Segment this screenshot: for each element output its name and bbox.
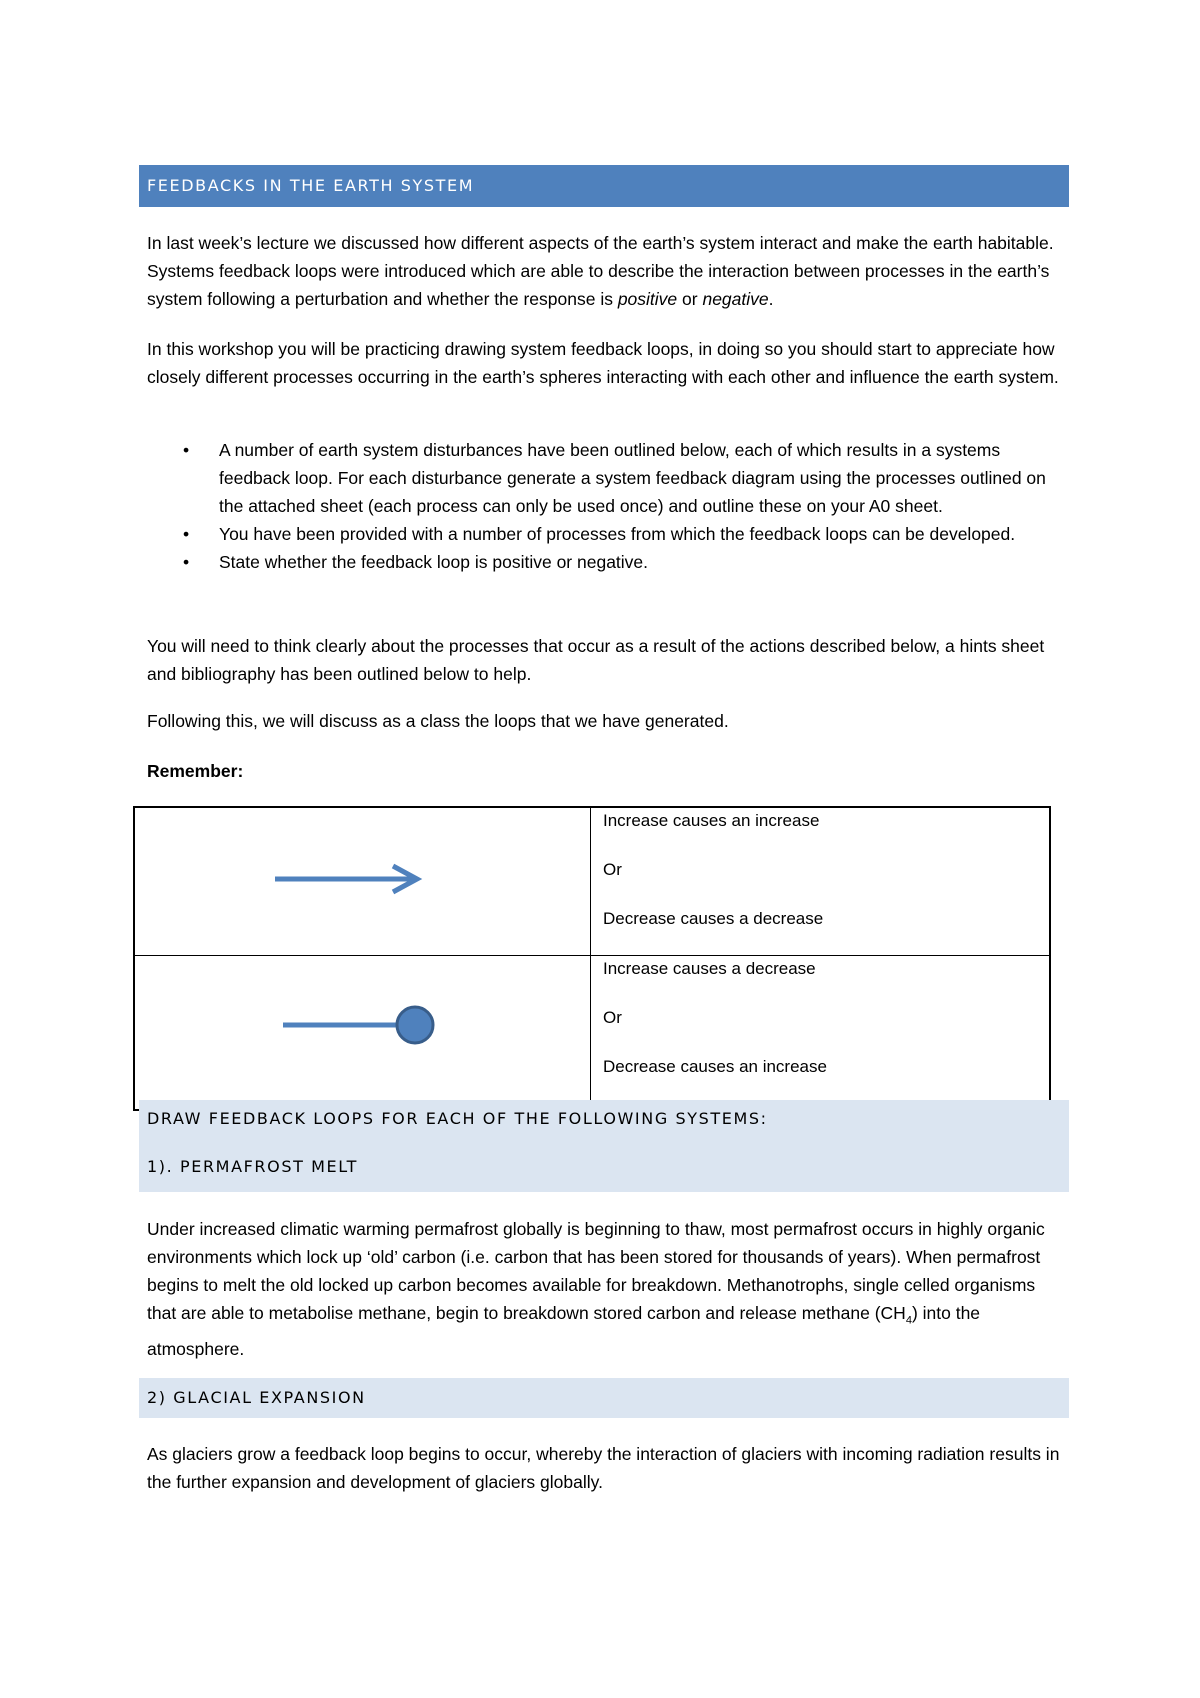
positive-term: positive bbox=[617, 289, 678, 309]
list-item-text: You have been provided with a number of processes from which the feedback loops can be developed. bbox=[219, 524, 1016, 544]
negative-term: negative bbox=[702, 289, 769, 309]
intro-paragraph-3: You will need to think clearly about the processes that occur as a result of the actions described below, a hints sheet and bibliography has been outlined below to help. bbox=[147, 636, 1045, 684]
legend-description bbox=[591, 808, 1049, 955]
or-word: or bbox=[677, 289, 703, 309]
section-heading: DRAW FEEDBACK LOOPS FOR EACH OF THE FOLLOWING SYSTEMS: bbox=[147, 1109, 768, 1128]
list-item-text: A number of earth system disturbances have been outlined below, each of which results in a systems feedback loop. For each disturbance generate a system feedback diagram using the processes outlined on the attached sheet (each process can only be used once) and outline these on your A0 sheet. bbox=[219, 440, 1046, 516]
section-1-text: Under increased climatic warming permafrost globally is beginning to thaw, most permafrost occurs in highly organic environments which lock up ‘old’ carbon (i.e. carbon that has been stored for thousands of years). When permafrost begins to melt the old locked up carbon becomes available for breakdown. Methanotrophs, single celled organisms that are able to metabolise methane, begin to breakdown stored carbon and release methane (CH bbox=[147, 1219, 1045, 1323]
legend-description bbox=[591, 956, 1049, 1103]
table-row bbox=[134, 807, 1050, 956]
legend-description-cell bbox=[591, 956, 1051, 1111]
subscript: 4 bbox=[905, 1314, 912, 1327]
circle-end-icon bbox=[135, 956, 590, 1104]
intro-paragraph-2: In this workshop you will be practicing drawing system feedback loops, in doing so you should start to appreciate how closely different processes occurring in the earth’s spheres interacting with each other and influence the earth system. bbox=[147, 339, 1059, 387]
bullet-icon: • bbox=[183, 440, 190, 460]
intro-paragraph-1 bbox=[147, 229, 1067, 313]
section-1-paragraph bbox=[147, 1215, 1067, 1363]
legend-line: Decrease causes an increase bbox=[603, 1057, 827, 1076]
list-item-text: State whether the feedback loop is positive or negative. bbox=[219, 552, 649, 572]
legend-line: Increase causes an increase bbox=[603, 811, 820, 830]
section-heading-block bbox=[139, 1100, 1069, 1192]
page-title: FEEDBACKS IN THE EARTH SYSTEM bbox=[139, 165, 1069, 207]
intro-paragraph-4: Following this, we will discuss as a class the loops that we have generated. bbox=[147, 711, 729, 731]
list-item bbox=[147, 436, 1067, 520]
legend-or: Or bbox=[603, 860, 622, 879]
remember-label: Remember: bbox=[147, 761, 244, 781]
legend-description-cell bbox=[591, 807, 1051, 956]
table-row bbox=[134, 956, 1050, 1111]
legend-or: Or bbox=[603, 1008, 622, 1027]
instruction-list bbox=[147, 436, 1067, 576]
period: . bbox=[768, 289, 774, 309]
legend-table bbox=[133, 806, 1051, 1111]
list-item bbox=[147, 520, 1067, 548]
section-2-paragraph: As glaciers grow a feedback loop begins to occur, whereby the interaction of glaciers with incoming radiation results in the further expansion and development of glaciers globally. bbox=[147, 1444, 1060, 1492]
section-2-heading: 2) GLACIAL EXPANSION bbox=[139, 1378, 1069, 1418]
legend-symbol-cell bbox=[134, 807, 591, 956]
legend-line: Decrease causes a decrease bbox=[603, 909, 824, 928]
section-1-text-end: ) into the atmosphere. bbox=[147, 1303, 981, 1359]
arrow-icon bbox=[135, 817, 590, 941]
bullet-icon: • bbox=[183, 552, 190, 572]
intro-paragraph-1-text: In last week’s lecture we discussed how different aspects of the earth’s system interact and make the earth habitable. Systems feedback loops were introduced which are able to describe the interaction between processes in the earth’s system following a perturbation and whether the response is bbox=[147, 233, 1054, 309]
section-1-heading: 1). PERMAFROST MELT bbox=[147, 1157, 358, 1176]
bullet-icon: • bbox=[183, 524, 190, 544]
list-item bbox=[147, 548, 1067, 576]
legend-symbol-cell bbox=[134, 956, 591, 1111]
legend-line: Increase causes a decrease bbox=[603, 959, 816, 978]
